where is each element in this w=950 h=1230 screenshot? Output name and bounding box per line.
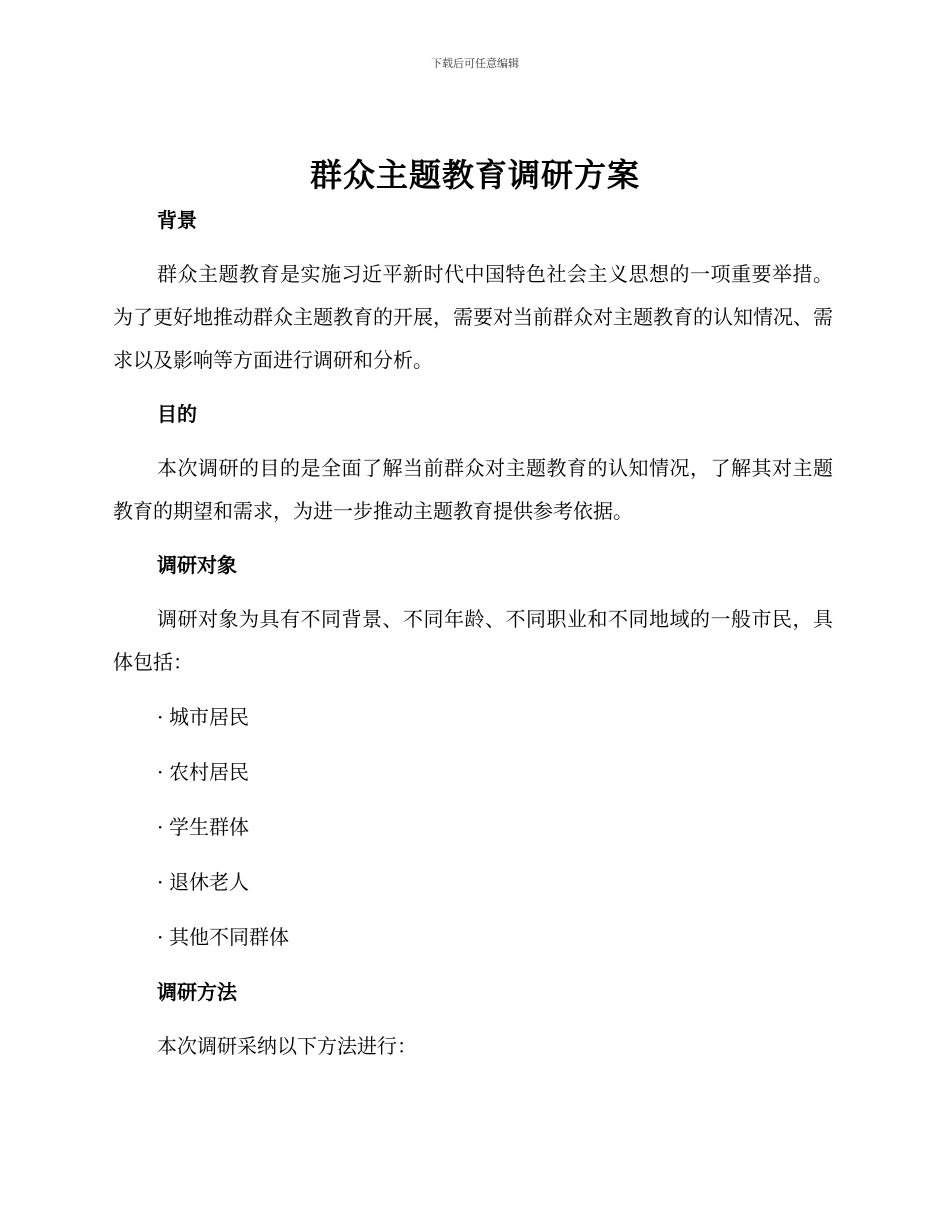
list-item [113,864,833,900]
document-title: 群众主题教育调研方案 [309,156,640,194]
section-heading-subjects: 调研对象 [157,553,237,577]
list-item-text: 城市居民 [169,705,249,729]
section-heading-background: 背景 [157,208,197,232]
bullet-marker: · [157,925,164,949]
page-header: 下载后可任意编辑 [431,57,519,70]
list-item-text: 农村居民 [169,760,249,784]
list-item [113,919,833,955]
list-item-text: 学生群体 [169,815,249,839]
list-item [113,809,833,845]
bullet-marker: · [157,760,164,784]
list-item-text: 退休老人 [169,870,249,894]
bullet-marker: · [157,815,164,839]
list-item-text: 其他不同群体 [169,925,289,949]
paragraph-methods: 本次调研采纳以下方法进行： [157,1034,417,1058]
paragraph-subjects: 调研对象为具有不同背景、不同年龄、不同职业和不同地域的一般市民，具体包括： [113,607,833,674]
paragraph-background: 群众主题教育是实施习近平新时代中国特色社会主义思想的一项重要举措。为了更好地推动群众主题教育的开展，需要对当前群众对主题教育的认知情况、需求以及影响等方面进行调研和分析。 [113,262,833,372]
document-body [113,202,833,1068]
section-heading-methods: 调研方法 [157,980,237,1004]
list-item [113,754,833,790]
list-item [113,699,833,735]
paragraph-purpose: 本次调研的目的是全面了解当前群众对主题教育的认知情况，了解其对主题教育的期望和需求，为进一步推动主题教育提供参考依据。 [113,456,833,523]
bullet-marker: · [157,870,164,894]
bullet-marker: · [157,705,164,729]
section-heading-purpose: 目的 [157,402,197,426]
